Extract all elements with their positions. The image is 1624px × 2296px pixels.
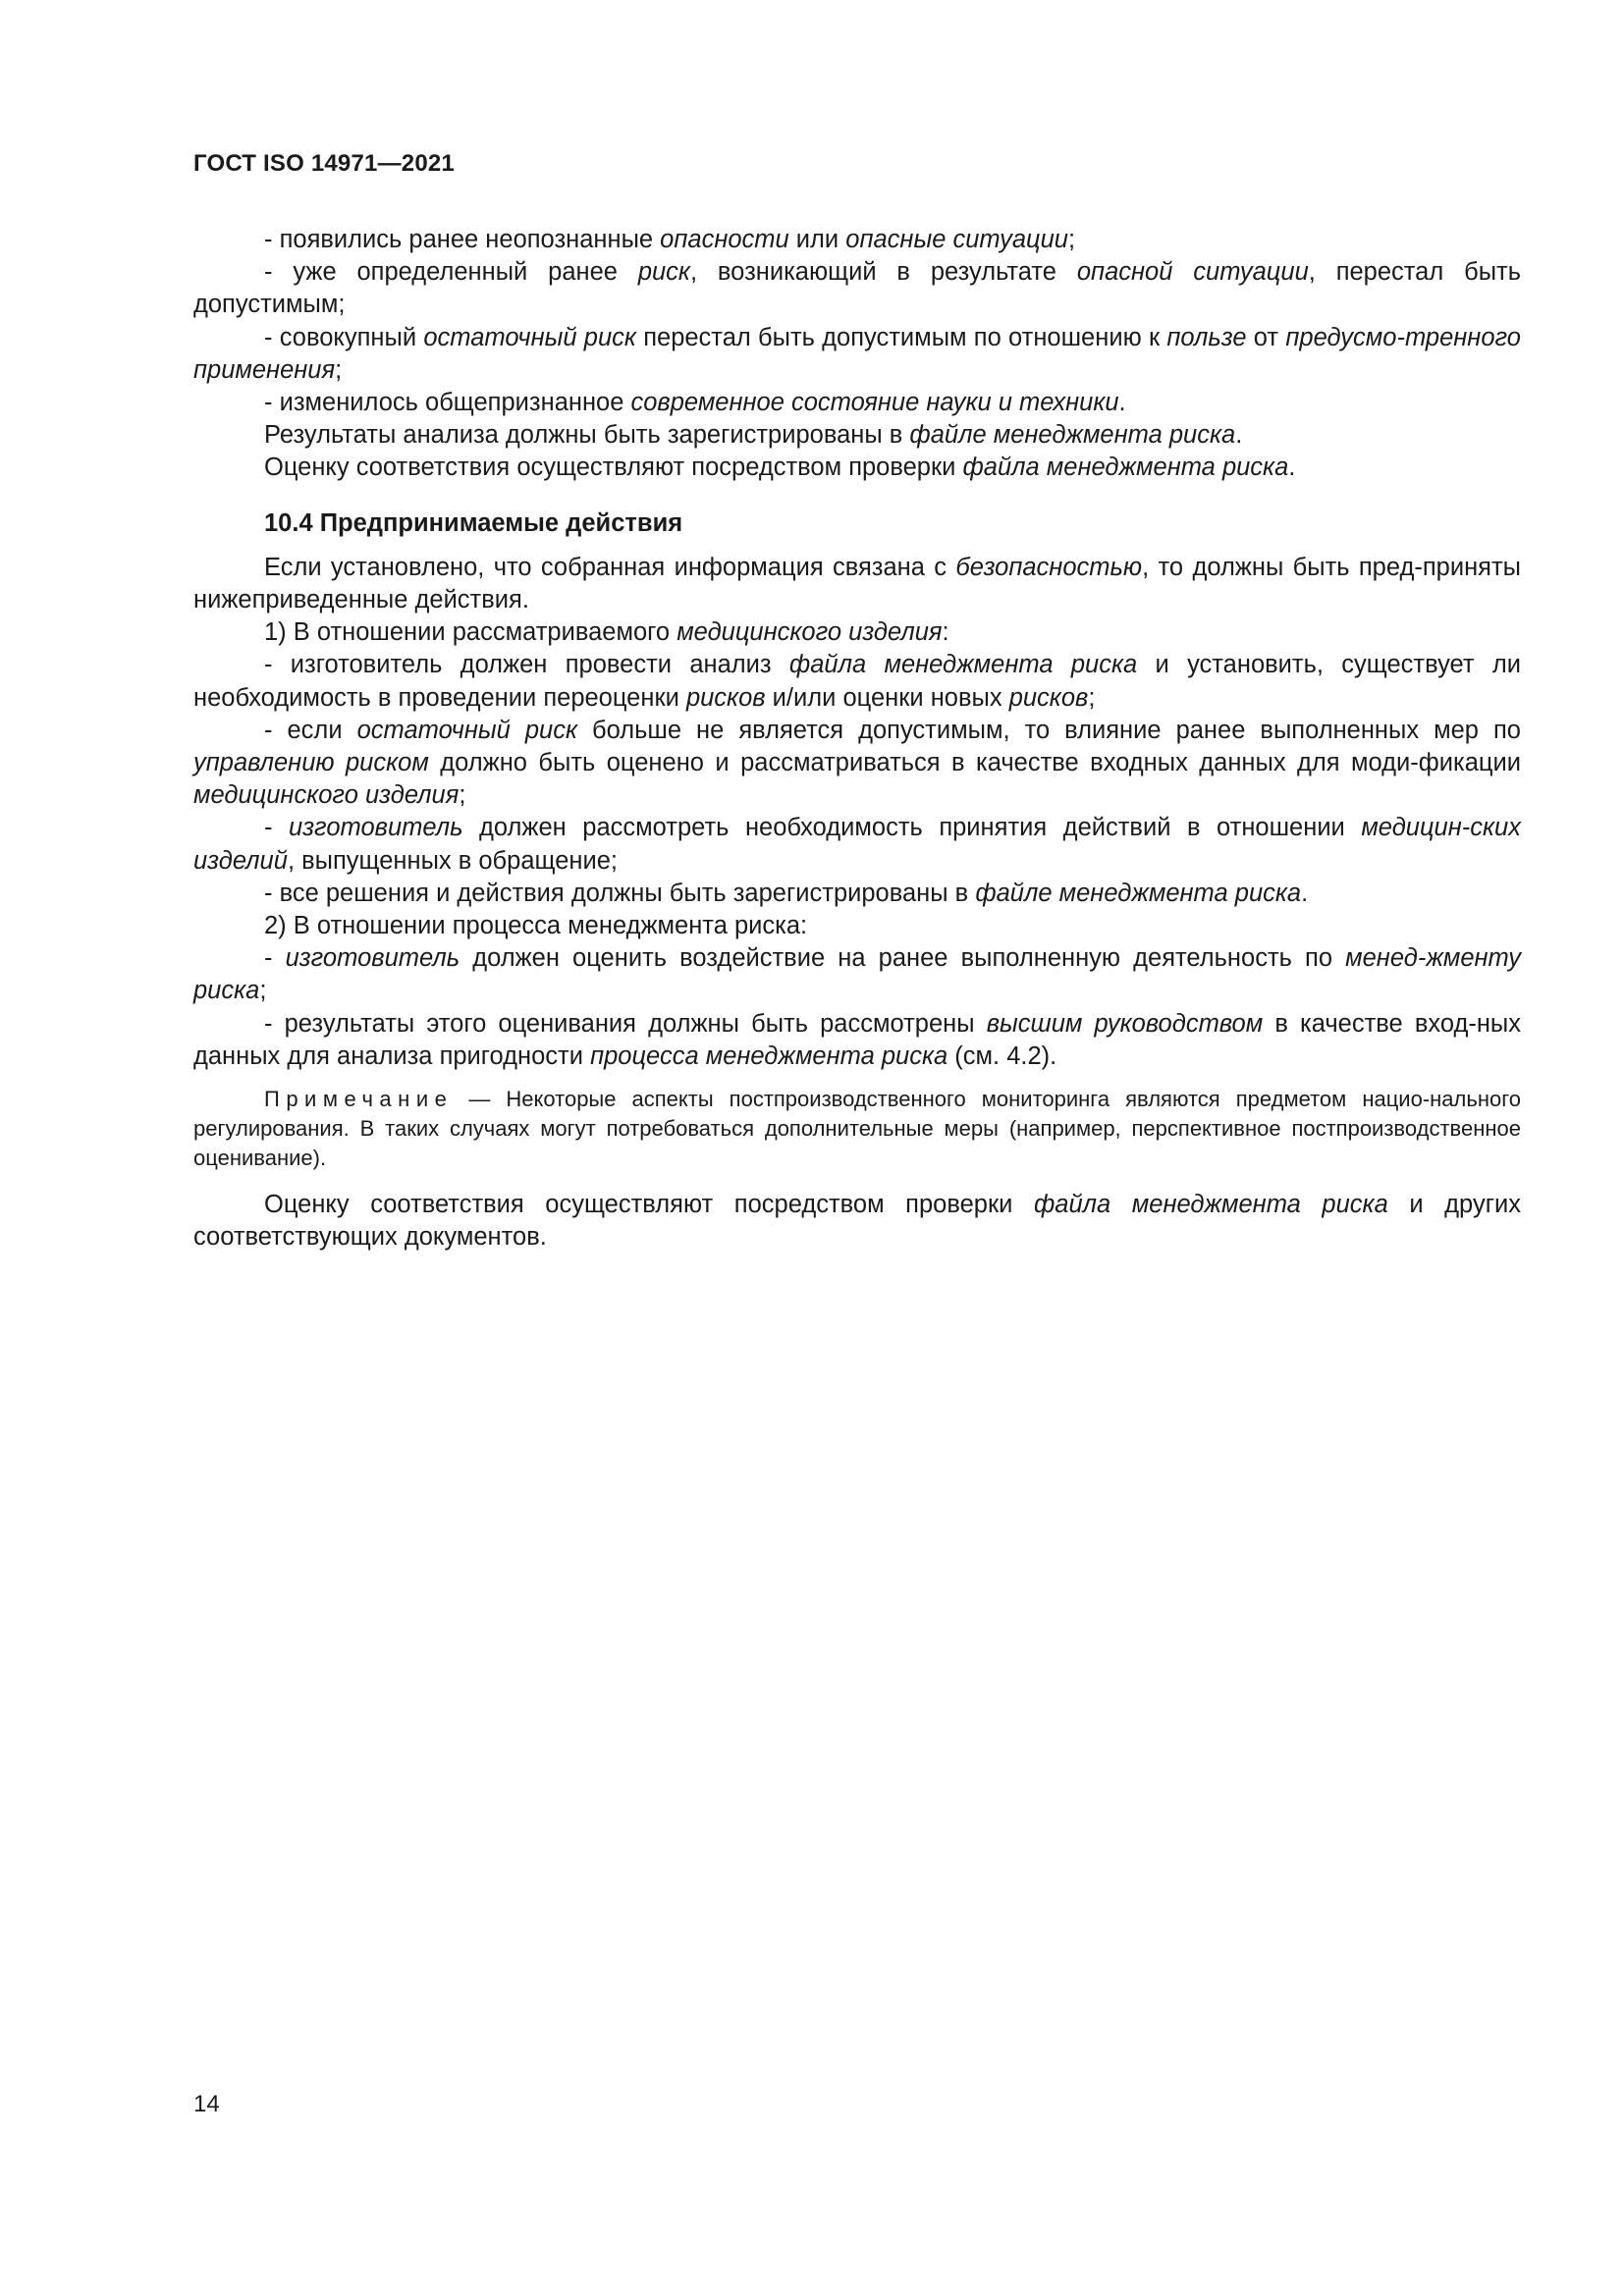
text-run: ; [1067,226,1076,253]
paragraph-group-top [193,224,1521,485]
text-run: ; [335,355,343,384]
note-text: — Некоторые аспекты постпроизводственного мониторинга являются предметом нацио-нального регулирования. В таких случаях могут потребоваться дополнительные меры (например, перспективное постпроизводственное оценивание). [193,1087,1521,1171]
text-run: - все решения и действия должны быть зарегистрированы в [264,879,976,907]
italic-term: рисков [1008,683,1089,712]
italic-term: пользе [1166,323,1247,351]
text-run: должен оценить воздействие на ранее выполненную деятельность по [460,944,1346,973]
text-run: - уже определенный ранее [264,258,638,287]
text-run: - изготовитель должен провести анализ [264,651,789,679]
page-body [193,224,1521,1254]
text-run: ; [259,977,267,1005]
italic-term: рисков [685,683,766,712]
text-run: - [264,814,290,842]
paragraph [193,1008,1521,1073]
italic-term: изготовитель [285,944,460,973]
italic-term: риск [637,258,690,287]
paragraph [193,322,1521,387]
text-run: ; [459,781,466,810]
section-title: 10.4 Предпринимаемые действия [264,508,683,537]
paragraph [193,387,1521,419]
text-run: больше не является допустимым, то влияние ранее выполненных мер по [576,716,1521,744]
italic-term: высшим руководством [986,1009,1264,1038]
text-run: и других соответствующих документов. [193,1191,1521,1252]
paragraph [193,942,1521,1007]
italic-term: опасные ситуации [845,226,1068,253]
text-run: : [942,618,949,647]
italic-term: файла менеджмента риска [962,454,1289,482]
text-run: или [788,226,846,253]
text-run: . [1301,879,1309,907]
paragraph [193,452,1521,484]
text-run: Результаты анализа должны быть зарегистрированы в [264,421,910,450]
italic-term: опасности [660,226,789,253]
italic-term: современное состояние науки и техники [630,389,1119,417]
paragraph [193,1189,1521,1254]
page-number: 14 [193,2091,220,2117]
text-run: - если [264,716,357,744]
italic-term: процесса менеджмента риска [590,1041,948,1070]
note-label: Примечание [264,1087,454,1112]
italic-term: медицин-ских изделий [193,814,1521,875]
italic-term: остаточный риск [356,716,577,744]
italic-term: безопасностью [955,553,1143,581]
paragraph [193,878,1521,910]
paragraph [193,649,1521,714]
text-run: от [1246,323,1286,351]
paragraph [193,256,1521,321]
text-run: - совокупный [264,323,424,351]
paragraph [193,552,1521,616]
text-run: . [1235,421,1243,450]
italic-term: изготовитель [289,814,463,842]
paragraph [193,616,1521,649]
italic-term: управлению риском [193,749,429,777]
italic-term: файла менеджмента риска [788,651,1138,679]
text-run: (см. 4.2). [947,1041,1057,1070]
text-run: , выпущенных в обращение; [287,846,618,875]
text-run: , возникающий в результате [689,258,1077,287]
italic-term: медицинского изделия [193,781,460,810]
text-run: в качестве вход-ных данных для анализа пригодности [193,1009,1521,1070]
text-run: ; [1088,683,1096,712]
text-run: и/или оценки новых [765,683,1009,712]
paragraph [193,224,1521,256]
text-run: 2) В отношении процесса менеджмента риска: [264,912,808,940]
italic-term: менед-жменту риска [193,944,1521,1005]
italic-term: опасной ситуации [1076,258,1309,287]
text-run: должно быть оценено и рассматриваться в качестве входных данных для моди-фикации [428,749,1522,777]
text-run: . [1288,454,1296,482]
paragraph [193,715,1521,813]
text-run: . [1118,389,1126,417]
text-run: , то должны быть пред-приняты нижеприведенные действия. [193,553,1521,614]
text-run: - изменилось общепризнанное [264,389,631,417]
text-run: - результаты этого оценивания должны быть рассмотрены [264,1009,987,1038]
note-paragraph [193,1085,1521,1173]
paragraph-group-section [193,552,1521,1073]
text-run: , перестал быть допустимым; [193,258,1521,319]
text-run: - [264,944,286,973]
italic-term: файла менеджмента риска [1033,1191,1388,1219]
italic-term: файле менеджмента риска [975,879,1302,907]
italic-term: остаточный риск [423,323,636,351]
text-run: и установить, существует ли необходимость в проведении переоценки [193,651,1521,712]
text-run: - появились ранее неопознанные [264,226,661,253]
italic-term: предусмо-тренного применения [193,323,1521,384]
italic-term: медицинского изделия [677,618,943,647]
text-run: перестал быть допустимым по отношению к [635,323,1167,351]
italic-term: файле менеджмента риска [909,421,1236,450]
paragraph [193,419,1521,452]
text-run: должен рассмотреть необходимость принятия действий в отношении [462,814,1362,842]
text-run: Оценку соответствия осуществляют посредством проверки [264,454,963,482]
paragraph-group-bottom [193,1189,1521,1254]
document-header: ГОСТ ISO 14971—2021 [193,150,455,177]
text-run: Если установлено, что собранная информация связана с [264,553,956,581]
text-run: 1) В отношении рассматриваемого [264,618,677,647]
text-run: Оценку соответствия осуществляют посредством проверки [264,1191,1034,1219]
paragraph [193,812,1521,877]
paragraph [193,910,1521,942]
